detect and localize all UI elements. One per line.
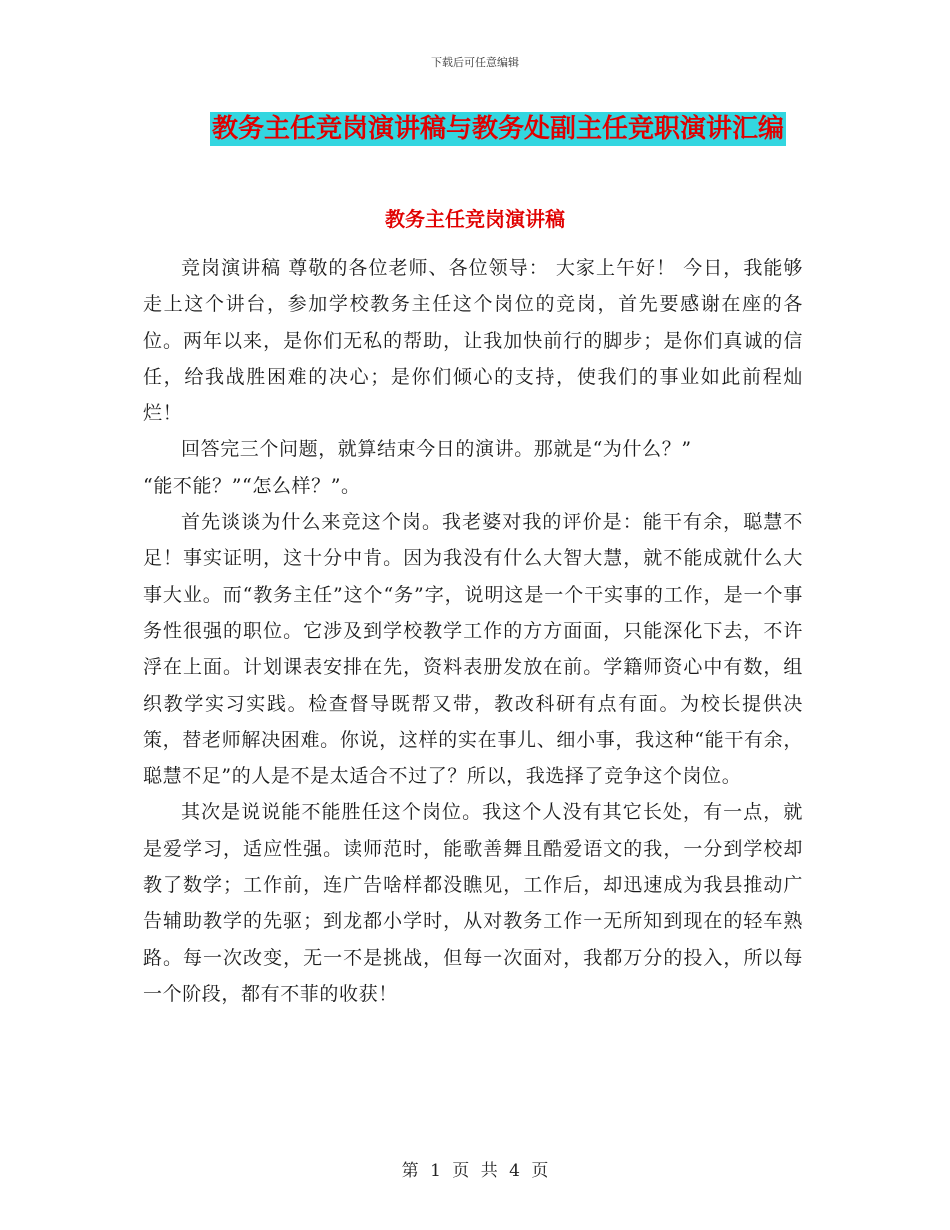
document-body bbox=[143, 250, 803, 1012]
paragraph-2: 回答完三个问题，就算结束今日的演讲。那就是“为什么？” bbox=[181, 438, 692, 461]
page-header-note: 下载后可任意编辑 bbox=[431, 56, 519, 69]
section-title: 教务主任竞岗演讲稿 bbox=[385, 207, 565, 231]
paragraph-4: 其次是说说能不能胜任这个岗位。我这个人没有其它长处，有一点，就是爱学习，适应性强。读师范时，能歌善舞且酷爱语文的我，一分到学校却教了数学；工作前，连广告啥样都没瞧见，工作后，却迅速成为我县推动广告辅助教学的先驱；到龙都小学时，从对教务工作一无所知到现在的轻车熟路。每一次改变，无一不是挑战，但每一次面对，我都万分的投入，所以每一个阶段，都有不菲的收获！ bbox=[143, 801, 803, 1005]
page-footer: 第 1 页 共 4 页 bbox=[401, 1161, 549, 1181]
document-title: 教务主任竞岗演讲稿与教务处副主任竞职演讲汇编 bbox=[211, 114, 784, 144]
paragraph-2-continued: “能不能？”“怎么样？”。 bbox=[143, 474, 361, 497]
paragraph-3: 首先谈谈为什么来竞这个岗。我老婆对我的评价是：能干有余，聪慧不足！事实证明，这十分中肯。因为我没有什么大智大慧，就不能成就什么大事大业。而“教务主任”这个“务”字，说明这是一个干实事的工作，是一个事务性很强的职位。它涉及到学校教学工作的方方面面，只能深化下去，不许浮在上面。计划课表安排在先，资料表册发放在前。学籍师资心中有数，组织教学实习实践。检查督导既帮又带，教改科研有点有面。为校长提供决策，替老师解决困难。你说，这样的实在事儿、细小事，我这种“能干有余，聪慧不足”的人是不是太适合不过了？所以，我选择了竞争这个岗位。 bbox=[143, 511, 803, 788]
paragraph-1: 竞岗演讲稿 尊敬的各位老师、各位领导： 大家上午好！ 今日，我能够走上这个讲台，参加学校教务主任这个岗位的竞岗，首先要感谢在座的各位。两年以来，是你们无私的帮助，让我加快前行的脚步；是你们真诚的信任，给我战胜困难的决心；是你们倾心的支持，使我们的事业如此前程灿烂！ bbox=[143, 257, 803, 425]
document-title-wrap bbox=[0, 112, 950, 146]
